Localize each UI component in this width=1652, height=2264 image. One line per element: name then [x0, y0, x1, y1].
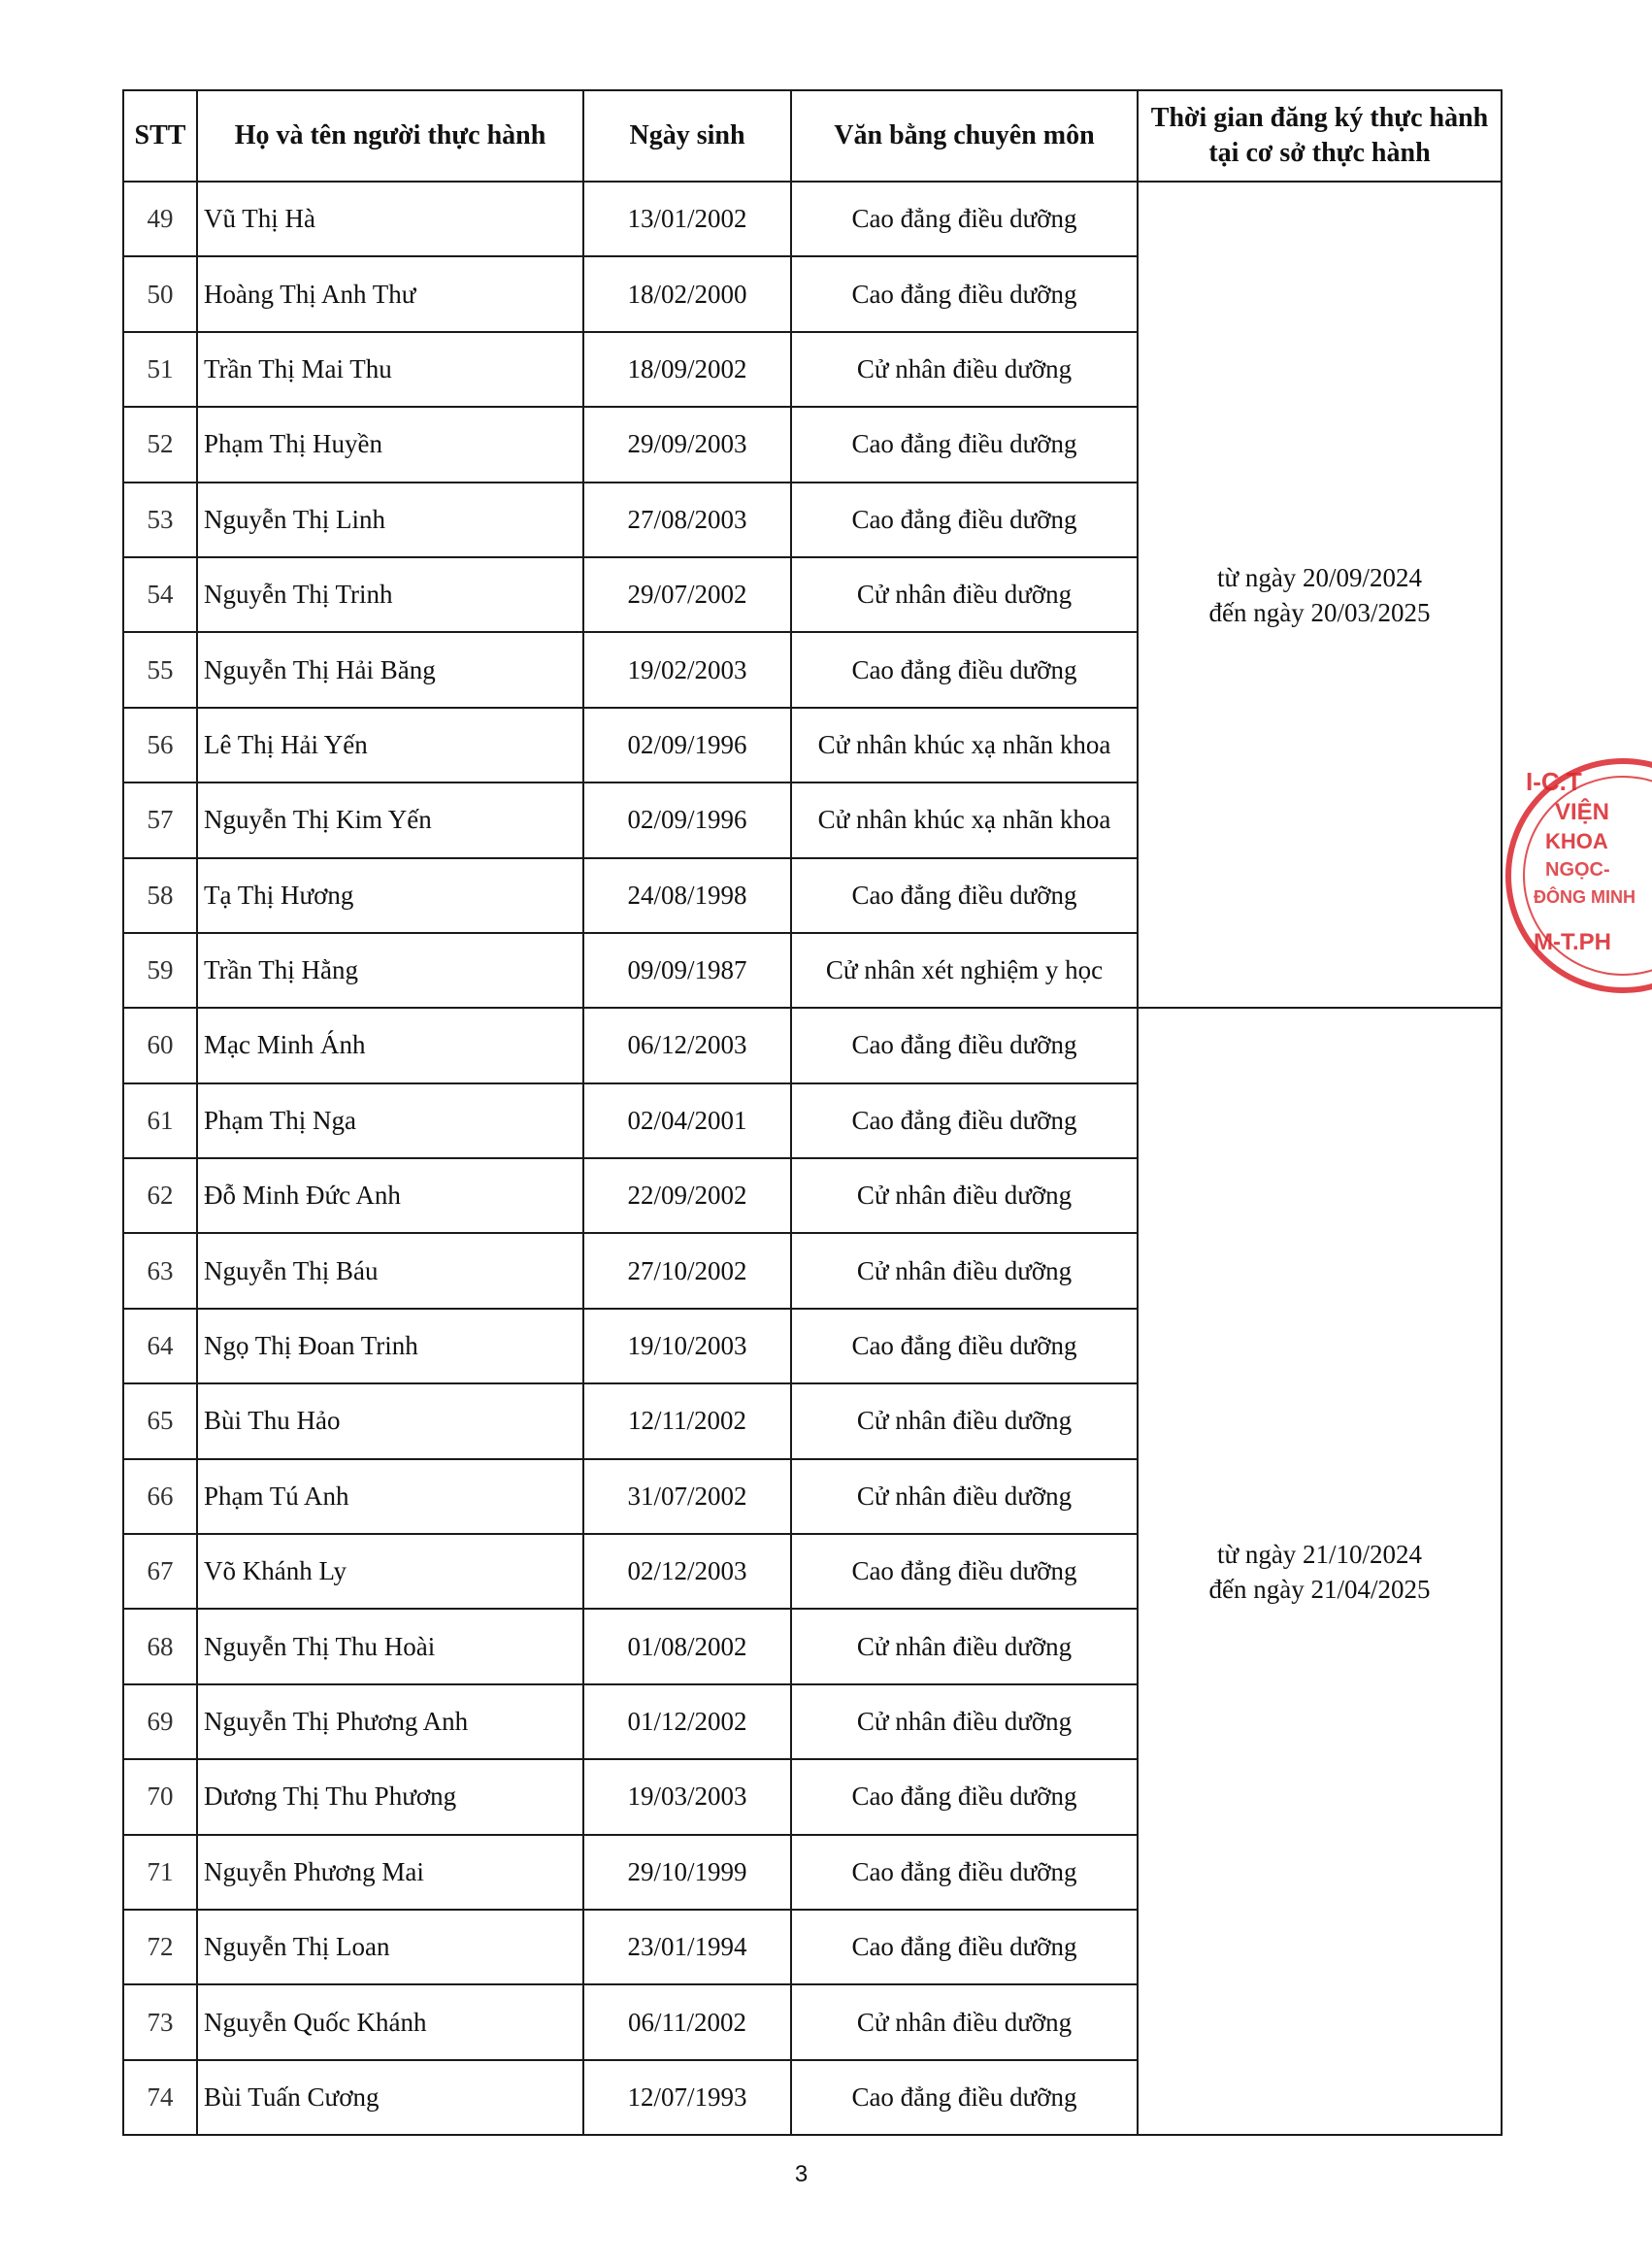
cell-degree: Cao đẳng điều dưỡng — [791, 1008, 1138, 1082]
cell-degree: Cao đẳng điều dưỡng — [791, 858, 1138, 933]
cell-stt: 49 — [123, 182, 197, 256]
cell-dob: 12/11/2002 — [583, 1383, 791, 1458]
cell-degree: Cử nhân điều dưỡng — [791, 1984, 1138, 2059]
cell-dob: 23/01/1994 — [583, 1910, 791, 1984]
svg-text:ĐÔNG MINH: ĐÔNG MINH — [1534, 887, 1635, 907]
cell-dob: 01/12/2002 — [583, 1684, 791, 1759]
practitioner-table — [122, 89, 1503, 2136]
header-stt: STT — [123, 90, 197, 182]
cell-name: Nguyễn Thị Kim Yến — [197, 782, 583, 857]
cell-dob: 12/07/1993 — [583, 2060, 791, 2135]
cell-stt: 52 — [123, 407, 197, 482]
cell-name: Nguyễn Thị Hải Băng — [197, 632, 583, 707]
cell-stt: 66 — [123, 1459, 197, 1534]
cell-name: Nguyễn Thị Linh — [197, 483, 583, 557]
cell-degree: Cao đẳng điều dưỡng — [791, 407, 1138, 482]
svg-text:M-T.PH: M-T.PH — [1534, 929, 1611, 955]
cell-name: Dương Thị Thu Phương — [197, 1759, 583, 1834]
cell-degree: Cử nhân điều dưỡng — [791, 1158, 1138, 1233]
cell-name: Đỗ Minh Đức Anh — [197, 1158, 583, 1233]
cell-name: Mạc Minh Ánh — [197, 1008, 583, 1082]
cell-stt: 56 — [123, 708, 197, 782]
cell-degree: Cao đẳng điều dưỡng — [791, 1835, 1138, 1910]
cell-name: Nguyễn Quốc Khánh — [197, 1984, 583, 2059]
cell-name: Nguyễn Phương Mai — [197, 1835, 583, 1910]
svg-text:KHOA: KHOA — [1545, 829, 1608, 853]
cell-dob: 19/10/2003 — [583, 1309, 791, 1383]
table-header-row — [123, 90, 1502, 182]
cell-stt: 70 — [123, 1759, 197, 1834]
cell-name: Vũ Thị Hà — [197, 182, 583, 256]
period-end: đến ngày 20/03/2025 — [1208, 597, 1431, 627]
cell-name: Nguyễn Thị Phương Anh — [197, 1684, 583, 1759]
cell-dob: 06/12/2003 — [583, 1008, 791, 1082]
cell-name: Võ Khánh Ly — [197, 1534, 583, 1609]
cell-degree: Cao đẳng điều dưỡng — [791, 1759, 1138, 1834]
cell-name: Phạm Tú Anh — [197, 1459, 583, 1534]
cell-degree: Cao đẳng điều dưỡng — [791, 2060, 1138, 2135]
header-period: Thời gian đăng ký thực hành tại cơ sở thực hành — [1138, 90, 1502, 182]
cell-dob: 24/08/1998 — [583, 858, 791, 933]
cell-dob: 27/10/2002 — [583, 1233, 791, 1308]
cell-name: Trần Thị Mai Thu — [197, 332, 583, 407]
table-row — [123, 182, 1502, 256]
cell-name: Hoàng Thị Anh Thư — [197, 256, 583, 331]
cell-stt: 62 — [123, 1158, 197, 1233]
cell-stt: 51 — [123, 332, 197, 407]
header-name: Họ và tên người thực hành — [197, 90, 583, 182]
cell-name: Lê Thị Hải Yến — [197, 708, 583, 782]
cell-dob: 27/08/2003 — [583, 483, 791, 557]
period-start: từ ngày 20/09/2024 — [1216, 562, 1423, 592]
official-seal-stamp — [1506, 730, 1652, 1021]
cell-stt: 60 — [123, 1008, 197, 1082]
cell-degree: Cử nhân xét nghiệm y học — [791, 933, 1138, 1008]
cell-name: Phạm Thị Nga — [197, 1083, 583, 1158]
cell-dob: 18/09/2002 — [583, 332, 791, 407]
period-end: đến ngày 21/04/2025 — [1208, 1574, 1431, 1604]
cell-degree: Cử nhân điều dưỡng — [791, 557, 1138, 632]
cell-stt: 57 — [123, 782, 197, 857]
cell-degree: Cao đẳng điều dưỡng — [791, 483, 1138, 557]
svg-text:NGỌC-: NGỌC- — [1545, 859, 1610, 881]
cell-stt: 63 — [123, 1233, 197, 1308]
cell-stt: 58 — [123, 858, 197, 933]
cell-stt: 55 — [123, 632, 197, 707]
cell-practice-period — [1138, 182, 1502, 1008]
cell-degree: Cử nhân điều dưỡng — [791, 332, 1138, 407]
cell-degree: Cao đẳng điều dưỡng — [791, 632, 1138, 707]
cell-degree: Cử nhân điều dưỡng — [791, 1684, 1138, 1759]
cell-name: Ngọ Thị Đoan Trinh — [197, 1309, 583, 1383]
cell-degree: Cao đẳng điều dưỡng — [791, 1534, 1138, 1609]
cell-degree: Cử nhân khúc xạ nhãn khoa — [791, 708, 1138, 782]
cell-name: Bùi Tuấn Cương — [197, 2060, 583, 2135]
cell-degree: Cao đẳng điều dưỡng — [791, 1910, 1138, 1984]
header-degree: Văn bằng chuyên môn — [791, 90, 1138, 182]
cell-degree: Cao đẳng điều dưỡng — [791, 1309, 1138, 1383]
cell-dob: 13/01/2002 — [583, 182, 791, 256]
cell-dob: 22/09/2002 — [583, 1158, 791, 1233]
cell-dob: 19/03/2003 — [583, 1759, 791, 1834]
cell-stt: 59 — [123, 933, 197, 1008]
period-start: từ ngày 21/10/2024 — [1216, 1539, 1423, 1569]
cell-degree: Cử nhân điều dưỡng — [791, 1609, 1138, 1683]
cell-name: Tạ Thị Hương — [197, 858, 583, 933]
cell-name: Bùi Thu Hảo — [197, 1383, 583, 1458]
cell-stt: 68 — [123, 1609, 197, 1683]
cell-degree: Cao đẳng điều dưỡng — [791, 256, 1138, 331]
cell-degree: Cử nhân điều dưỡng — [791, 1459, 1138, 1534]
cell-dob: 06/11/2002 — [583, 1984, 791, 2059]
cell-stt: 54 — [123, 557, 197, 632]
cell-dob: 02/12/2003 — [583, 1534, 791, 1609]
cell-dob: 01/08/2002 — [583, 1609, 791, 1683]
cell-dob: 19/02/2003 — [583, 632, 791, 707]
cell-stt: 53 — [123, 483, 197, 557]
cell-degree: Cử nhân khúc xạ nhãn khoa — [791, 782, 1138, 857]
cell-dob: 29/10/1999 — [583, 1835, 791, 1910]
cell-dob: 09/09/1987 — [583, 933, 791, 1008]
cell-stt: 74 — [123, 2060, 197, 2135]
cell-dob: 29/07/2002 — [583, 557, 791, 632]
svg-text:VIỆN: VIỆN — [1555, 799, 1610, 825]
cell-dob: 02/09/1996 — [583, 782, 791, 857]
cell-name: Nguyễn Thị Báu — [197, 1233, 583, 1308]
cell-name: Nguyễn Thị Thu Hoài — [197, 1609, 583, 1683]
cell-name: Nguyễn Thị Loan — [197, 1910, 583, 1984]
cell-dob: 31/07/2002 — [583, 1459, 791, 1534]
cell-stt: 73 — [123, 1984, 197, 2059]
cell-degree: Cao đẳng điều dưỡng — [791, 182, 1138, 256]
cell-stt: 67 — [123, 1534, 197, 1609]
cell-stt: 69 — [123, 1684, 197, 1759]
cell-stt: 64 — [123, 1309, 197, 1383]
table-body — [123, 182, 1502, 2135]
cell-name: Nguyễn Thị Trinh — [197, 557, 583, 632]
cell-degree: Cử nhân điều dưỡng — [791, 1233, 1138, 1308]
cell-degree: Cử nhân điều dưỡng — [791, 1383, 1138, 1458]
table-row — [123, 1008, 1502, 1082]
cell-practice-period — [1138, 1008, 1502, 2135]
cell-stt: 72 — [123, 1910, 197, 1984]
page-number: 3 — [794, 2161, 809, 2187]
cell-dob: 29/09/2003 — [583, 407, 791, 482]
header-dob: Ngày sinh — [583, 90, 791, 182]
cell-name: Trần Thị Hằng — [197, 933, 583, 1008]
cell-dob: 02/09/1996 — [583, 708, 791, 782]
cell-stt: 61 — [123, 1083, 197, 1158]
cell-degree: Cao đẳng điều dưỡng — [791, 1083, 1138, 1158]
cell-stt: 65 — [123, 1383, 197, 1458]
cell-stt: 71 — [123, 1835, 197, 1910]
cell-stt: 50 — [123, 256, 197, 331]
svg-text:I-C.T: I-C.T — [1526, 767, 1582, 796]
cell-name: Phạm Thị Huyền — [197, 407, 583, 482]
cell-dob: 02/04/2001 — [583, 1083, 791, 1158]
cell-dob: 18/02/2000 — [583, 256, 791, 331]
